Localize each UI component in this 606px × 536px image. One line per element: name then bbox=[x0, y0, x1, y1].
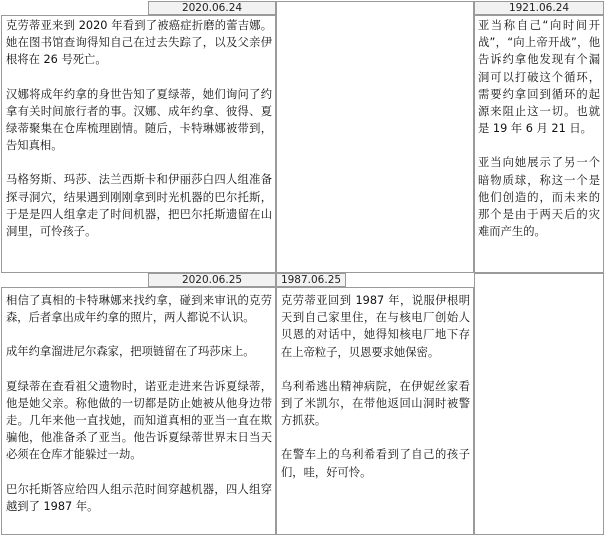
paragraph: 亚当向她展示了另一个暗物质球，称这一个是他们创造的，而未来的那个是由于两天后的灾难而产生的。 bbox=[478, 156, 600, 239]
cell-bottom-right bbox=[474, 273, 604, 535]
date-header-2020-06-25: 2020.06.25 bbox=[148, 273, 276, 287]
paragraph: 克劳蒂亚回到 1987 年，说服伊根明天到自己家里住，在与核电厂创始人贝恩的对话中，她得知核电厂地下存在上帝粒子，贝恩要求她保密。 bbox=[281, 294, 470, 359]
cell-top-mid bbox=[276, 1, 474, 273]
bottom-mid-text bbox=[281, 292, 470, 498]
paragraph: 在警车上的乌利希看到了自己的孩子们，哇，好可怜。 bbox=[281, 448, 470, 479]
paragraph: 夏绿蒂在查看祖父遗物时，诺亚走进来告诉夏绿蒂，他是她父亲。称他做的一切都是防止她被从他身边带走。几年来他一直找她，而知道真相的亚当一直在欺骗他，他准备杀了亚当。他告诉夏绿蒂世界末日当天必须在仓库才能躲过一劫。 bbox=[6, 379, 272, 462]
paragraph: 巴尔托斯答应给四人组示范时间穿越机器，四人组穿越到了 1987 年。 bbox=[6, 482, 272, 513]
paragraph: 马格努斯、玛莎、法兰西斯卡和伊丽莎白四人组准备探寻洞穴，结果遇到刚刚拿到时光机器的巴尔托斯，于是是四人组拿走了时间机器，把巴尔托斯遗留在山洞里，可怜孩子。 bbox=[6, 173, 272, 239]
paragraph: 克劳蒂亚来到 2020 年看到了被癌症折磨的蕾吉娜。她在图书馆查询得知自己在过去失踪了，以及父亲伊根将在 26 号死亡。 bbox=[6, 19, 272, 67]
date-header-1987-06-25: 1987.06.25 bbox=[276, 273, 346, 287]
paragraph: 乌利希逃出精神病院，在伊妮丝家看到了米凯尔，在带他返回山洞时被警方抓获。 bbox=[281, 379, 470, 428]
date-header-2020-06-24: 2020.06.24 bbox=[148, 1, 276, 15]
date-header-1921-06-24: 1921.06.24 bbox=[474, 1, 604, 15]
paragraph: 亚当称自己“向时间开战”，“向上帝开战”，他告诉约拿他发现有个漏洞可以打破这个循环，需要约拿回到循环的起源来阻止这一切。也就是 19 年 6 月 21 日。 bbox=[478, 19, 600, 136]
paragraph: 相信了真相的卡特琳娜来找约拿，碰到来审讯的克劳森，后者拿出成年约拿的照片，两人都说不认识。 bbox=[6, 294, 272, 325]
paragraph: 成年约拿溜进尼尔森家，把项链留在了玛莎床上。 bbox=[6, 345, 255, 359]
bottom-left-text bbox=[6, 292, 272, 532]
top-left-text bbox=[6, 17, 272, 257]
top-right-text bbox=[478, 17, 600, 257]
paragraph: 汉娜将成年约拿的身世告知了夏绿蒂，她们询问了约拿有关时间旅行者的事。汉娜、成年约拿、彼得、夏绿蒂聚集在仓库梳理剧情。随后，卡特琳娜被带到，告知真相。 bbox=[6, 87, 272, 153]
